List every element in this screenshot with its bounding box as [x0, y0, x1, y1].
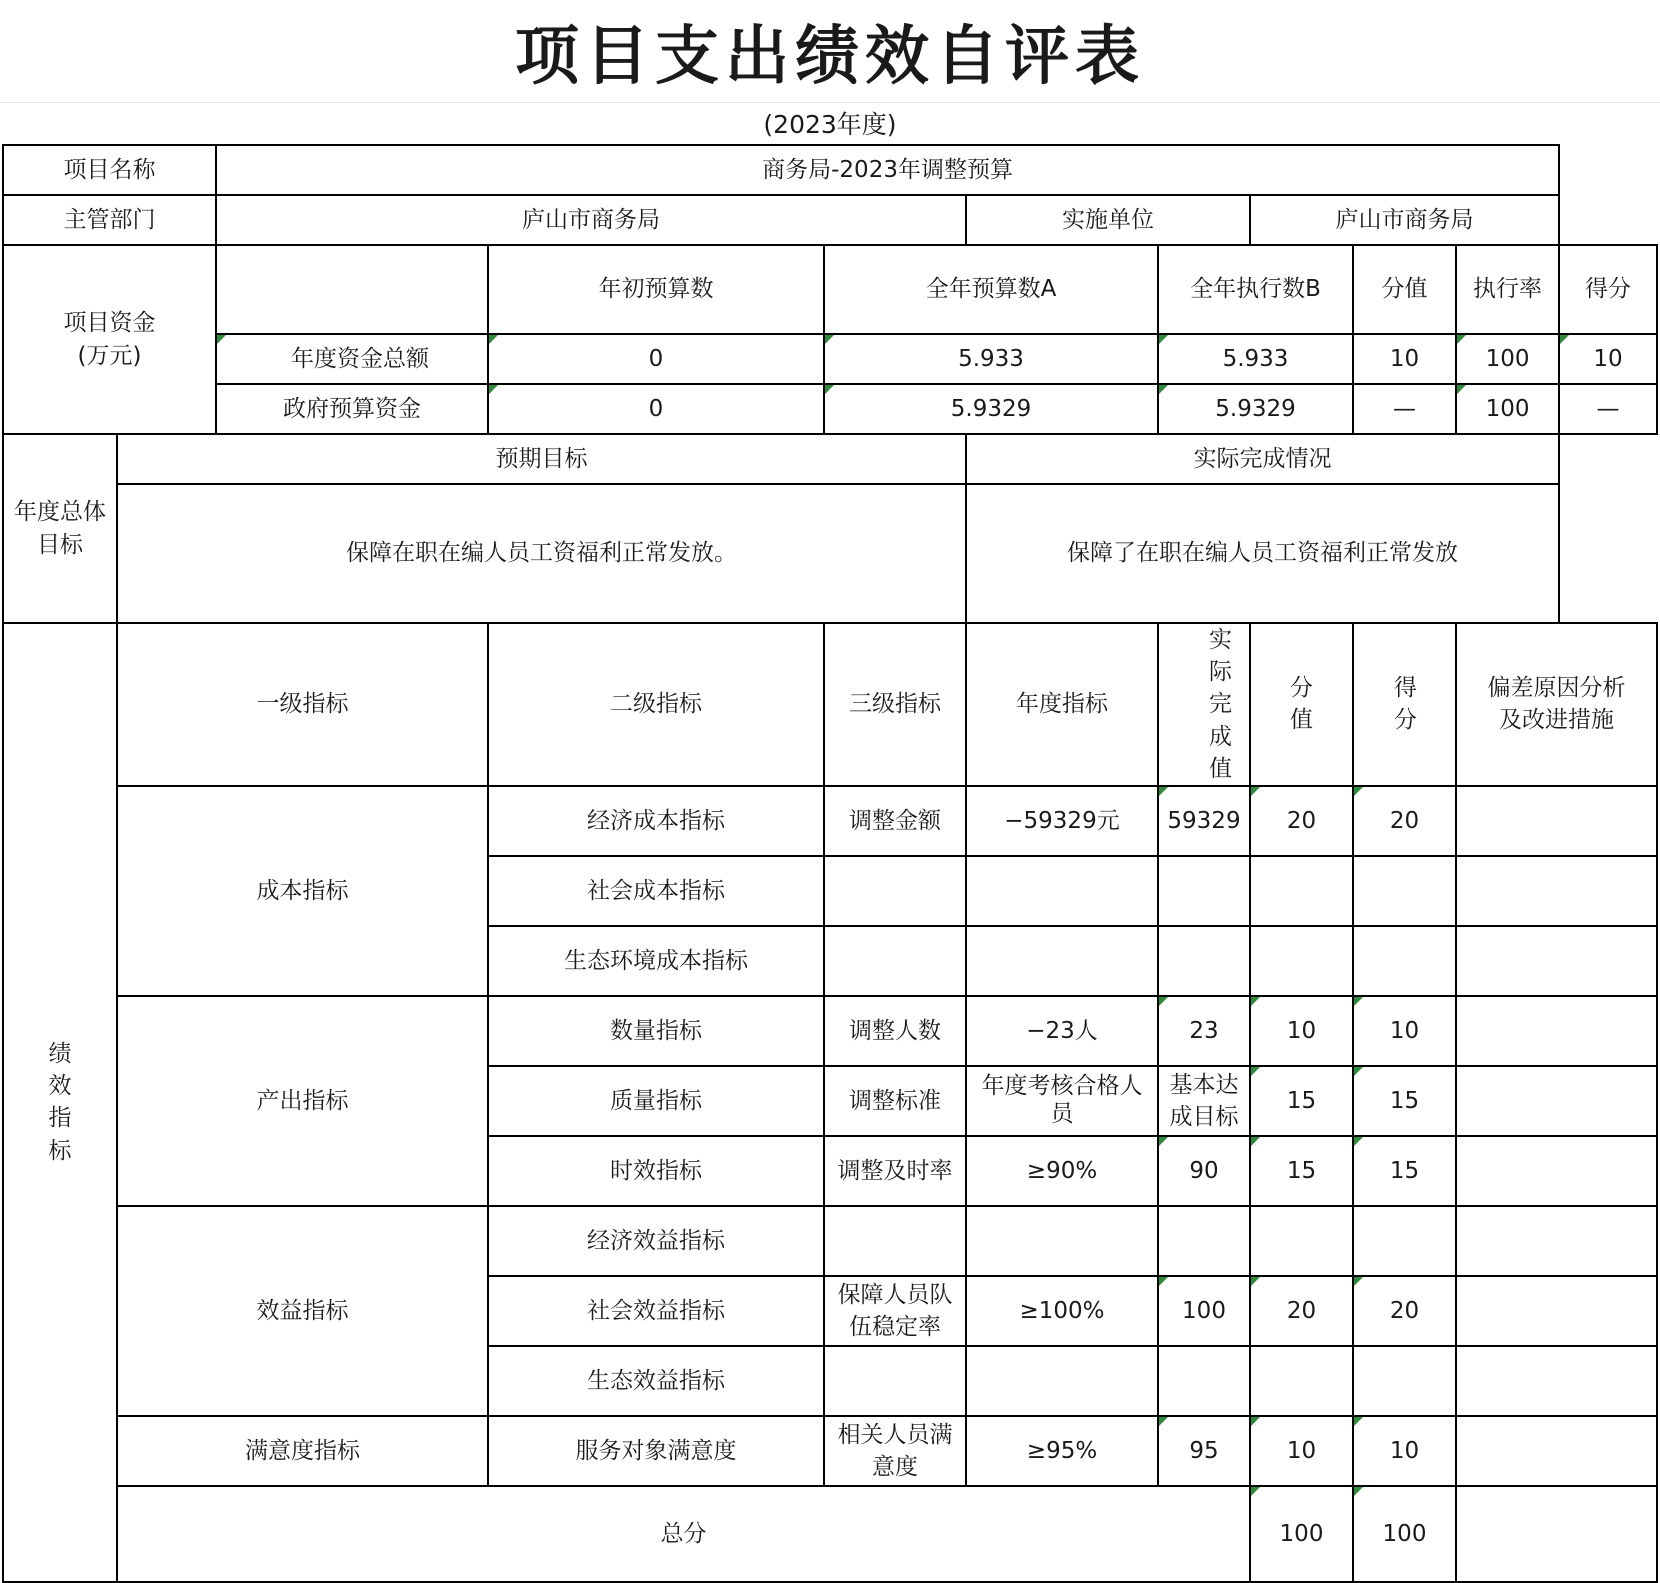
indicator-actual: 基本达成目标 — [1158, 1066, 1250, 1136]
header-level2: 二级指标 — [488, 623, 824, 786]
indicator-score: 10 — [1353, 996, 1456, 1066]
indicator-level3: 保障人员队伍稳定率 — [824, 1276, 966, 1346]
indicator-score: 15 — [1353, 1066, 1456, 1136]
indicator-actual: 95 — [1158, 1416, 1250, 1486]
indicator-level2: 质量指标 — [488, 1066, 824, 1136]
indicator-annual: −23人 — [966, 996, 1158, 1066]
indicator-level2: 经济效益指标 — [488, 1206, 824, 1276]
indicator-actual — [1158, 856, 1250, 926]
header-actual: 实际完成值 — [1158, 623, 1250, 786]
indicator-level3: 调整及时率 — [824, 1136, 966, 1206]
funds-header-budget-a: 全年预算数A — [824, 245, 1158, 334]
indicator-level2: 数量指标 — [488, 996, 824, 1066]
funds-row-score-value: — — [1353, 384, 1456, 434]
funds-row-exec-b: 5.9329 — [1158, 384, 1353, 434]
indicator-level2: 生态环境成本指标 — [488, 926, 824, 996]
funds-header-blank — [216, 245, 488, 334]
funds-label — [3, 245, 216, 434]
indicator-actual: 59329 — [1158, 786, 1250, 856]
indicator-level3 — [824, 1206, 966, 1276]
indicator-actual: 23 — [1158, 996, 1250, 1066]
indicator-level2: 服务对象满意度 — [488, 1416, 824, 1486]
funds-row-budget-a: 5.9329 — [824, 384, 1158, 434]
indicator-level3 — [824, 1346, 966, 1416]
expected-goal-text: 保障在职在编人员工资福利正常发放。 — [117, 484, 966, 623]
indicator-level3: 调整人数 — [824, 996, 966, 1066]
total-analysis — [1456, 1486, 1657, 1582]
indicator-analysis — [1456, 926, 1657, 996]
funds-row-initial: 0 — [488, 384, 824, 434]
indicator-analysis — [1456, 1416, 1657, 1486]
indicator-level3 — [824, 856, 966, 926]
funds-row-score: 10 — [1559, 334, 1657, 384]
funds-header-rate: 执行率 — [1456, 245, 1559, 334]
annual-goal-label: 年度总体目标 — [3, 434, 117, 623]
indicator-level2: 社会成本指标 — [488, 856, 824, 926]
indicator-annual: ≥95% — [966, 1416, 1158, 1486]
indicator-score: 20 — [1353, 1276, 1456, 1346]
indicator-level3 — [824, 926, 966, 996]
indicator-value: 20 — [1250, 786, 1353, 856]
funds-row-name: 年度资金总额 — [216, 334, 488, 384]
indicator-group-name: 产出指标 — [117, 996, 488, 1206]
impl-label: 实施单位 — [966, 195, 1250, 245]
header-level1: 一级指标 — [117, 623, 488, 786]
expected-goal-header: 预期目标 — [117, 434, 966, 484]
indicator-score — [1353, 856, 1456, 926]
indicator-analysis — [1456, 996, 1657, 1066]
report-year: (2023年度) — [763, 110, 897, 139]
indicator-group-name: 效益指标 — [117, 1206, 488, 1416]
indicator-score: 20 — [1353, 786, 1456, 856]
indicator-level2: 社会效益指标 — [488, 1276, 824, 1346]
header-level3: 三级指标 — [824, 623, 966, 786]
indicator-level2: 经济成本指标 — [488, 786, 824, 856]
indicator-actual: 100 — [1158, 1276, 1250, 1346]
indicator-annual: ≥90% — [966, 1136, 1158, 1206]
indicator-level2: 生态效益指标 — [488, 1346, 824, 1416]
indicator-value — [1250, 926, 1353, 996]
indicator-group-name: 成本指标 — [117, 786, 488, 996]
indicator-annual: ≥100% — [966, 1276, 1158, 1346]
indicator-score: 15 — [1353, 1136, 1456, 1206]
indicator-value: 10 — [1250, 996, 1353, 1066]
funds-header-score-value: 分值 — [1353, 245, 1456, 334]
indicator-level3: 调整金额 — [824, 786, 966, 856]
dept-label: 主管部门 — [3, 195, 216, 245]
dept-value: 庐山市商务局 — [216, 195, 966, 245]
funds-header-exec-b: 全年执行数B — [1158, 245, 1353, 334]
indicators-label: 绩效指标 — [3, 623, 117, 1582]
indicator-score — [1353, 926, 1456, 996]
indicator-annual — [966, 856, 1158, 926]
self-evaluation-table — [2, 144, 1658, 1583]
total-label: 总分 — [117, 1486, 1250, 1582]
indicator-analysis — [1456, 1206, 1657, 1276]
page-title: 项目支出绩效自评表 — [0, 0, 1660, 103]
funds-row-rate: 100 — [1456, 334, 1559, 384]
total-score: 100 — [1353, 1486, 1456, 1582]
indicator-analysis — [1456, 1066, 1657, 1136]
indicator-annual — [966, 926, 1158, 996]
indicator-annual: 年度考核合格人员 — [966, 1066, 1158, 1136]
indicator-analysis — [1456, 1136, 1657, 1206]
funds-header-score: 得分 — [1559, 245, 1657, 334]
project-name-label: 项目名称 — [3, 145, 216, 195]
indicator-value — [1250, 1206, 1353, 1276]
indicator-score: 10 — [1353, 1416, 1456, 1486]
indicator-level3: 相关人员满意度 — [824, 1416, 966, 1486]
header-annual: 年度指标 — [966, 623, 1158, 786]
impl-value: 庐山市商务局 — [1250, 195, 1559, 245]
total-value: 100 — [1250, 1486, 1353, 1582]
project-name-value: 商务局-2023年调整预算 — [216, 145, 1559, 195]
funds-row-exec-b: 5.933 — [1158, 334, 1353, 384]
indicator-value: 15 — [1250, 1136, 1353, 1206]
funds-row-rate: 100 — [1456, 384, 1559, 434]
header-score: 得分 — [1353, 623, 1456, 786]
indicator-level2: 时效指标 — [488, 1136, 824, 1206]
indicator-analysis — [1456, 856, 1657, 926]
indicator-actual — [1158, 926, 1250, 996]
indicator-actual — [1158, 1346, 1250, 1416]
funds-row-score-value: 10 — [1353, 334, 1456, 384]
indicator-analysis — [1456, 786, 1657, 856]
indicator-score — [1353, 1346, 1456, 1416]
funds-label-line1: 项目资金 — [63, 310, 156, 337]
funds-row-score: — — [1559, 384, 1657, 434]
indicator-actual — [1158, 1206, 1250, 1276]
indicator-analysis — [1456, 1346, 1657, 1416]
funds-row-budget-a: 5.933 — [824, 334, 1158, 384]
indicator-value: 10 — [1250, 1416, 1353, 1486]
header-value: 分值 — [1250, 623, 1353, 786]
indicator-annual — [966, 1346, 1158, 1416]
indicator-value: 20 — [1250, 1276, 1353, 1346]
indicator-annual — [966, 1206, 1158, 1276]
funds-row-initial: 0 — [488, 334, 824, 384]
indicator-value — [1250, 856, 1353, 926]
actual-result-header: 实际完成情况 — [966, 434, 1559, 484]
indicator-group-name: 满意度指标 — [117, 1416, 488, 1486]
funds-label-line2: (万元) — [77, 342, 142, 369]
funds-header-initial: 年初预算数 — [488, 245, 824, 334]
actual-result-text: 保障了在职在编人员工资福利正常发放 — [966, 484, 1559, 623]
funds-row-name: 政府预算资金 — [216, 384, 488, 434]
indicator-value — [1250, 1346, 1353, 1416]
indicator-analysis — [1456, 1276, 1657, 1346]
header-analysis: 偏差原因分析及改进措施 — [1456, 623, 1657, 786]
indicator-score — [1353, 1206, 1456, 1276]
indicator-actual: 90 — [1158, 1136, 1250, 1206]
indicator-annual: −59329元 — [966, 786, 1158, 856]
indicator-value: 15 — [1250, 1066, 1353, 1136]
indicator-level3: 调整标准 — [824, 1066, 966, 1136]
